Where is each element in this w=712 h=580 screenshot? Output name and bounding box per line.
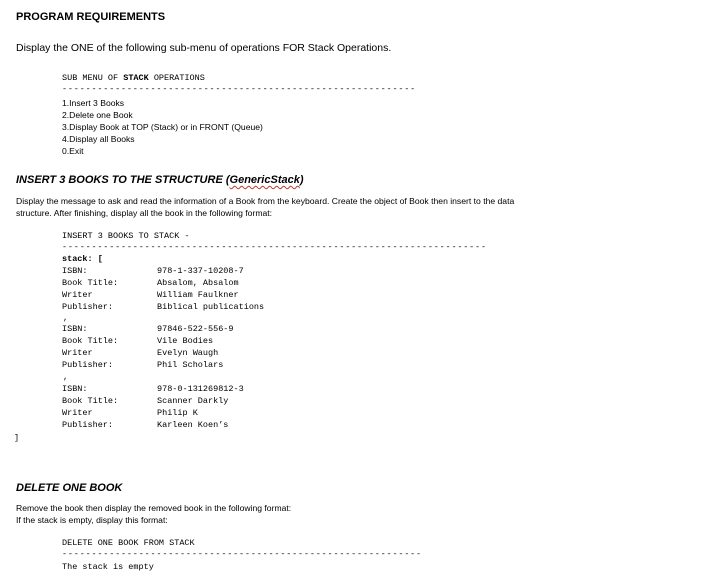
empty-stack-message: The stack is empty bbox=[62, 562, 154, 572]
isbn-label: ISBN: bbox=[62, 384, 88, 394]
submenu-item: 3.Display Book at TOP (Stack) or in FRONT (Queue) bbox=[62, 122, 263, 132]
publisher-label: Publisher: bbox=[62, 302, 114, 312]
submenu-divider: ------------------------------------------------------------ bbox=[62, 84, 417, 94]
insert-desc-line2: structure. After finishing, display all the book in the following format: bbox=[16, 208, 273, 218]
writer-value: Evelyn Waugh bbox=[157, 348, 219, 358]
delete-divider: ------------------------------------------------------------- bbox=[62, 549, 422, 559]
submenu-header-pre: SUB MENU OF bbox=[62, 73, 124, 83]
publisher-value: Karleen Koen’s bbox=[157, 420, 229, 430]
book-separator: , bbox=[63, 372, 69, 382]
stack-open: stack: [ bbox=[62, 254, 103, 264]
title-value: Vile Bodies bbox=[157, 336, 214, 346]
title-label: Book Title: bbox=[62, 278, 119, 288]
publisher-value: Phil Scholars bbox=[157, 360, 224, 370]
insert-heading bbox=[16, 174, 304, 186]
submenu-header-bold: STACK bbox=[123, 73, 149, 83]
insert-divider: ------------------------------------------------------------------------ bbox=[62, 242, 487, 252]
isbn-label: ISBN: bbox=[62, 324, 88, 334]
writer-label: Writer bbox=[62, 348, 93, 358]
isbn-value: 978-1-337-10208-7 bbox=[157, 266, 244, 276]
delete-desc-line2: If the stack is empty, display this format: bbox=[16, 515, 168, 525]
isbn-value: 97846-522-556-9 bbox=[157, 324, 234, 334]
submenu-header-post: OPERATIONS bbox=[148, 73, 205, 83]
page-title: PROGRAM REQUIREMENTS bbox=[16, 11, 166, 23]
submenu-item: 0.Exit bbox=[62, 146, 84, 156]
writer-label: Writer bbox=[62, 408, 93, 418]
writer-value: Philip K bbox=[157, 408, 198, 418]
insert-heading-class: GenericStack bbox=[229, 174, 300, 186]
insert-heading-post: ) bbox=[299, 174, 304, 186]
title-label: Book Title: bbox=[62, 396, 119, 406]
insert-box-header: INSERT 3 BOOKS TO STACK - bbox=[62, 231, 190, 241]
title-label: Book Title: bbox=[62, 336, 119, 346]
stack-close: ] bbox=[14, 433, 20, 443]
delete-box-header: DELETE ONE BOOK FROM STACK bbox=[62, 538, 195, 548]
submenu-item: 1.Insert 3 Books bbox=[62, 98, 125, 108]
submenu-item: 4.Display all Books bbox=[62, 134, 135, 144]
isbn-value: 978-0-131269812-3 bbox=[157, 384, 244, 394]
submenu-header bbox=[62, 73, 205, 83]
title-value: Absalom, Absalom bbox=[157, 278, 239, 288]
publisher-label: Publisher: bbox=[62, 360, 114, 370]
insert-heading-pre: INSERT 3 BOOKS TO THE STRUCTURE ( bbox=[16, 174, 230, 186]
intro-text: Display the ONE of the following sub-menu of operations FOR Stack Operations. bbox=[16, 42, 392, 54]
submenu-item: 2.Delete one Book bbox=[62, 110, 133, 120]
publisher-label: Publisher: bbox=[62, 420, 114, 430]
isbn-label: ISBN: bbox=[62, 266, 88, 276]
title-value: Scanner Darkly bbox=[157, 396, 229, 406]
delete-desc-line1: Remove the book then display the removed book in the following format: bbox=[16, 503, 292, 513]
writer-value: William Faulkner bbox=[157, 290, 239, 300]
publisher-value: Biblical publications bbox=[157, 302, 265, 312]
writer-label: Writer bbox=[62, 290, 93, 300]
book-separator: , bbox=[63, 313, 69, 323]
delete-heading: DELETE ONE BOOK bbox=[16, 482, 123, 494]
insert-desc-line1: Display the message to ask and read the information of a Book from the keyboard. Create the object of Book then insert to the data bbox=[16, 196, 515, 206]
